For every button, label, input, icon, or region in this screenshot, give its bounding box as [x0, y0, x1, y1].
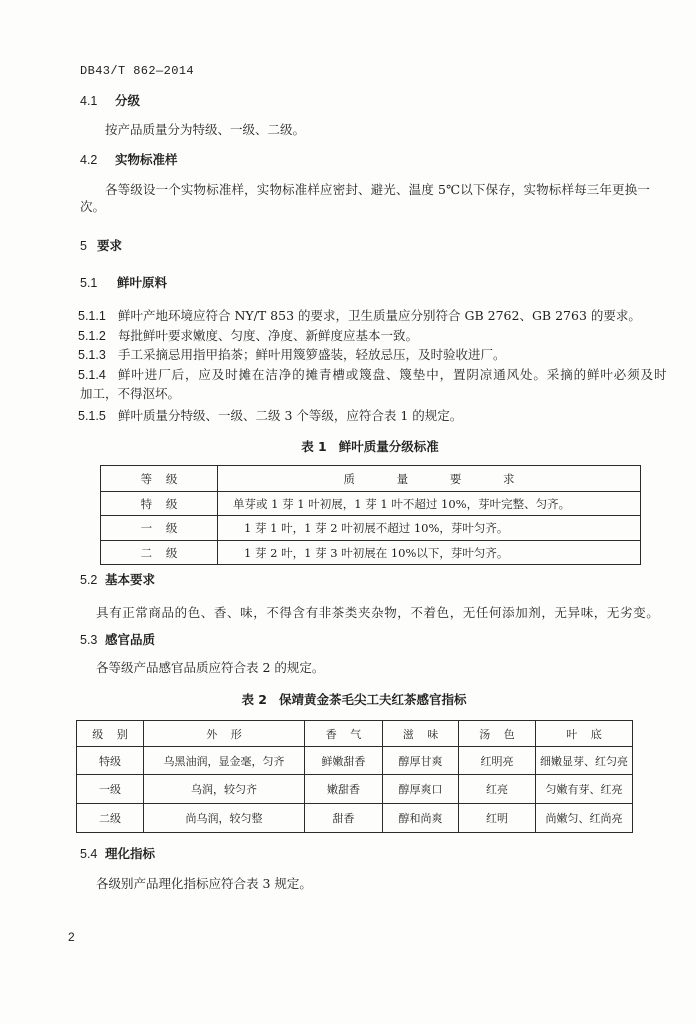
section-number: 4.1 — [80, 94, 98, 108]
liquor-color-cell: 红明亮 — [459, 747, 536, 775]
aroma-cell: 甜香 — [305, 804, 383, 833]
aroma-cell: 鲜嫩甜香 — [305, 747, 383, 775]
requirement-cell: 1 芽 1 叶，1 芽 2 叶初展不超过 10%，芽叶匀齐。 — [218, 516, 641, 541]
taste-cell: 醇厚甘爽 — [383, 747, 459, 775]
clause-text: 每批鲜叶要求嫩度、匀度、净度、新鲜度应基本一致。 — [118, 328, 419, 343]
section-4-2-heading — [80, 153, 178, 167]
header-cell-grade: 等 级 — [101, 466, 218, 492]
section-number: 5.2 — [80, 573, 98, 587]
section-5-2-body: 具有正常商品的色、香、味，不得含有非茶类夹杂物，不着色，无任何添加剂，无异味，无劣变。 — [96, 605, 660, 620]
section-title: 理化指标 — [105, 846, 156, 861]
table-header-row — [101, 466, 641, 492]
appearance-cell: 乌润，较匀齐 — [144, 775, 305, 804]
appearance-cell: 尚乌润，较匀整 — [144, 804, 305, 833]
section-title: 实物标准样 — [115, 152, 178, 167]
section-title: 分级 — [115, 93, 141, 108]
header-cell-appearance: 外 形 — [144, 721, 305, 747]
section-5-heading — [80, 239, 122, 253]
document-code: DB43/T 862—2014 — [80, 64, 195, 78]
section-number: 4.2 — [80, 153, 98, 167]
table-2-caption — [76, 693, 632, 707]
liquor-color-cell: 红明 — [459, 804, 536, 833]
grade-cell: 一级 — [77, 775, 144, 804]
requirement-cell: 单芽或 1 芽 1 叶初展，1 芽 1 叶不超过 10%，芽叶完整、匀齐。 — [218, 492, 641, 516]
page-number: 2 — [68, 930, 75, 944]
clause-text: 鲜叶质量分特级、一级、二级 3 个等级，应符合表 1 的规定。 — [118, 408, 463, 423]
clause-number: 5.1.5 — [78, 409, 106, 423]
table-header-row — [77, 721, 633, 747]
table-1-caption-title: 鲜叶质量分级标准 — [338, 439, 439, 454]
taste-cell: 醇厚爽口 — [383, 775, 459, 804]
table-row — [77, 775, 633, 804]
section-title: 要求 — [97, 238, 123, 253]
section-4-2-body-line: 各等级设一个实物标准样，实物标准样应密封、避光、温度 5℃以下保存，实物标样每三年更换一 — [105, 182, 651, 197]
clause-5-1-4-continuation: 加工，不得沤坏。 — [80, 386, 181, 401]
section-number: 5.1 — [80, 276, 98, 290]
table-row — [101, 541, 641, 565]
infused-leaf-cell: 匀嫩有芽、红亮 — [536, 775, 633, 804]
table-row — [77, 804, 633, 833]
grade-cell: 二级 — [77, 804, 144, 833]
table-2-caption-title: 保靖黄金茶毛尖工夫红茶感官指标 — [279, 692, 467, 707]
section-number: 5.3 — [80, 633, 98, 647]
table-row — [77, 747, 633, 775]
section-title: 鲜叶原料 — [117, 275, 168, 290]
infused-leaf-cell: 尚嫩匀、红尚亮 — [536, 804, 633, 833]
clause-5-1-2 — [78, 329, 418, 343]
clause-text: 鲜叶进厂后，应及时摊在洁净的摊青槽或篾盘、篾垫中，置阴凉通风处。采摘的鲜叶必须及时 — [118, 367, 668, 382]
section-title: 基本要求 — [105, 572, 156, 587]
table-2-caption-number: 表 2 — [241, 692, 268, 707]
clause-5-1-4 — [78, 368, 667, 382]
grade-cell: 特 级 — [101, 492, 218, 516]
header-cell-infused-leaf: 叶 底 — [536, 721, 633, 747]
table-row — [101, 516, 641, 541]
section-4-2-body-line: 次。 — [80, 199, 106, 214]
table-row — [101, 492, 641, 516]
taste-cell: 醇和尚爽 — [383, 804, 459, 833]
clause-text: 鲜叶产地环境应符合 NY/T 853 的要求，卫生质量应分别符合 GB 2762、GB 2763 的要求。 — [118, 308, 641, 323]
section-5-4-heading — [80, 847, 155, 861]
liquor-color-cell: 红亮 — [459, 775, 536, 804]
clause-5-1-5 — [78, 409, 462, 423]
grade-cell: 特级 — [77, 747, 144, 775]
table-1-fresh-leaf-grading — [100, 465, 641, 565]
aroma-cell: 嫩甜香 — [305, 775, 383, 804]
section-5-3-heading — [80, 633, 155, 647]
header-cell-liquor-color: 汤 色 — [459, 721, 536, 747]
clause-number: 5.1.4 — [78, 368, 106, 382]
section-5-1-heading — [80, 276, 167, 290]
appearance-cell: 乌黑油润，显金毫，匀齐 — [144, 747, 305, 775]
table-2-sensory-indicators — [76, 720, 633, 833]
section-title: 感官品质 — [105, 632, 156, 647]
header-cell-grade: 级 别 — [77, 721, 144, 747]
section-5-2-heading — [80, 573, 155, 587]
clause-text: 手工采摘忌用指甲掐茶；鲜叶用篾箩盛装，轻放忌压，及时验收进厂。 — [118, 347, 506, 362]
clause-number: 5.1.2 — [78, 329, 106, 343]
requirement-cell: 1 芽 2 叶，1 芽 3 叶初展在 10%以下，芽叶匀齐。 — [218, 541, 641, 565]
section-number: 5.4 — [80, 847, 98, 861]
clause-number: 5.1.1 — [78, 309, 106, 323]
table-1-caption — [100, 440, 640, 454]
header-cell-aroma: 香 气 — [305, 721, 383, 747]
section-4-1-body: 按产品质量分为特级、一级、二级。 — [105, 122, 306, 137]
section-5-3-body: 各等级产品感官品质应符合表 2 的规定。 — [96, 660, 325, 675]
header-cell-taste: 滋 味 — [383, 721, 459, 747]
section-4-1-heading — [80, 94, 140, 108]
table-1-caption-number: 表 1 — [301, 439, 327, 454]
clause-5-1-3 — [78, 348, 506, 362]
infused-leaf-cell: 细嫩显芽、红匀亮 — [536, 747, 633, 775]
clause-number: 5.1.3 — [78, 348, 106, 362]
header-cell-quality-requirement: 质 量 要 求 — [218, 466, 641, 492]
section-5-4-body: 各级别产品理化指标应符合表 3 规定。 — [96, 876, 312, 891]
grade-cell: 一 级 — [101, 516, 218, 541]
grade-cell: 二 级 — [101, 541, 218, 565]
section-number: 5 — [80, 239, 87, 253]
clause-5-1-1 — [78, 309, 641, 323]
